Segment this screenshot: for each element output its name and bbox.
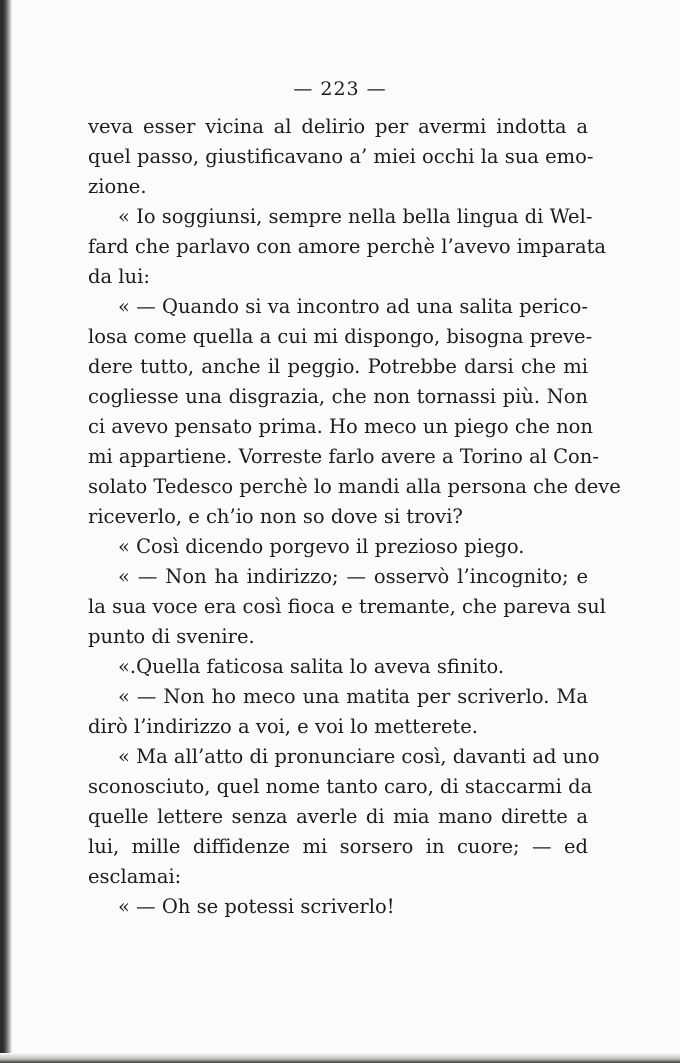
text-line: «.Quella faticosa salita lo aveva sfinito. bbox=[118, 655, 505, 678]
page-text-body bbox=[88, 112, 621, 922]
page-number: — 223 — bbox=[293, 78, 387, 100]
text-line: « — Non ho meco una matita per scriverlo. Ma bbox=[118, 685, 588, 708]
text-line: punto di svenire. bbox=[88, 625, 255, 648]
text-line: « — Quando si va incontro ad una salita perico- bbox=[118, 295, 588, 318]
text-line: la sua voce era così fioca e tremante, che pareva sul bbox=[88, 595, 606, 618]
text-line: zione. bbox=[88, 175, 147, 198]
text-line: ci avevo pensato prima. Ho meco un piego che non bbox=[88, 415, 593, 438]
text-line: quel passo, giustificavano a’ miei occhi la sua emo- bbox=[88, 145, 594, 168]
text-line: da lui: bbox=[88, 265, 150, 288]
text-line: veva esser vicina al delirio per avermi indotta a bbox=[88, 115, 588, 138]
text-line: « — Oh se potessi scriverlo! bbox=[118, 895, 395, 918]
text-line: « — Non ha indirizzo; — osservò l’incognito; e bbox=[118, 565, 588, 588]
text-line: dirò l’indirizzo a voi, e voi lo metterete. bbox=[88, 715, 478, 738]
text-line: « Ma all’atto di pronunciare così, davanti ad uno bbox=[118, 745, 600, 768]
text-line: fard che parlavo con amore perchè l’avevo imparata bbox=[88, 235, 607, 258]
text-line: esclamai: bbox=[88, 865, 182, 888]
text-line: sconosciuto, quel nome tanto caro, di staccarmi da bbox=[88, 775, 593, 798]
text-line: « Così dicendo porgevo il prezioso piego. bbox=[118, 535, 525, 558]
text-line: dere tutto, anche il peggio. Potrebbe darsi che mi bbox=[88, 355, 588, 378]
page-bottom-edge bbox=[0, 1053, 680, 1063]
text-line: cogliesse una disgrazia, che non tornassi più. Non bbox=[88, 385, 588, 408]
text-line: solato Tedesco perchè lo mandi alla persona che deve bbox=[88, 475, 621, 498]
text-line: mi appartiene. Vorreste farlo avere a Torino al Con- bbox=[88, 445, 599, 468]
book-spine-shadow bbox=[0, 0, 12, 1063]
text-line: lui, mille diffidenze mi sorsero in cuore; — ed bbox=[88, 835, 588, 858]
text-line: riceverlo, e ch’io non so dove si trovi? bbox=[88, 505, 463, 528]
text-line: « Io soggiunsi, sempre nella bella lingua di Wel- bbox=[118, 205, 593, 228]
text-line: quelle lettere senza averle di mia mano dirette a bbox=[88, 805, 588, 828]
text-line: losa come quella a cui mi dispongo, bisogna preve- bbox=[88, 325, 593, 348]
